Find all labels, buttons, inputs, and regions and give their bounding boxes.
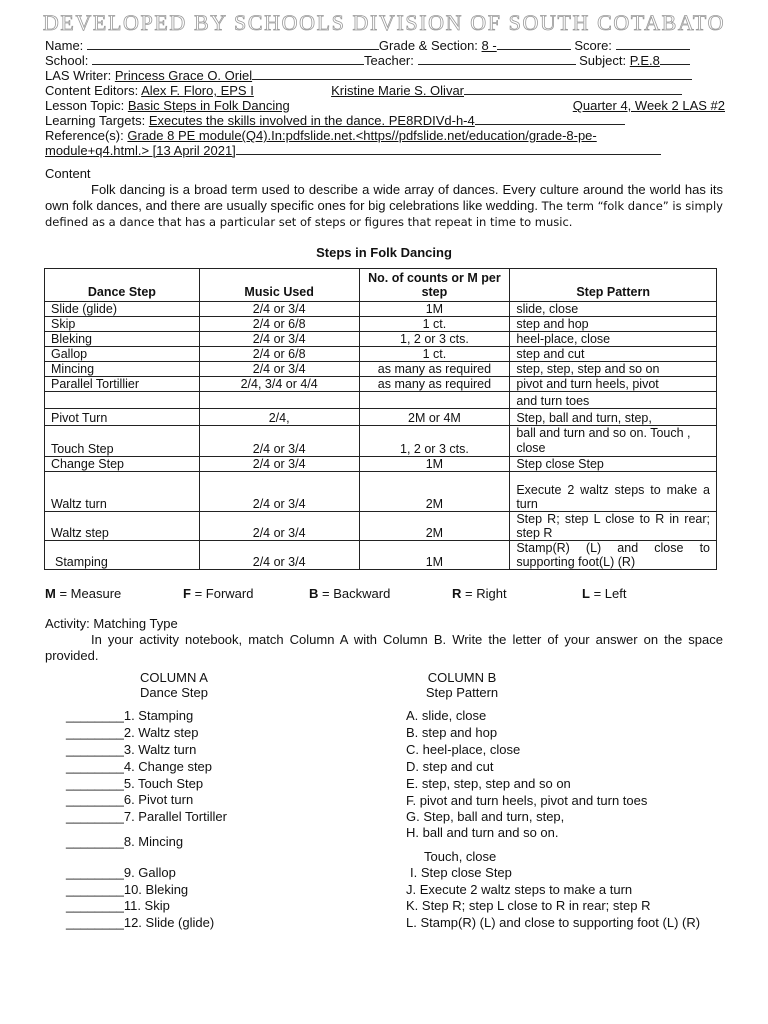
teacher-label: Teacher: [364,53,414,68]
cell-counts: 1, 2 or 3 cts. [359,426,510,457]
table-row [45,377,717,392]
cell-counts: 2M [359,512,510,541]
cell-music: 2/4 or 3/4 [199,472,359,512]
subject-value: P.E.8 [629,53,660,68]
cell-music: 2/4 or 6/8 [199,347,359,362]
legend-key: F [183,586,191,601]
column-b-subtitle: Step Pattern [425,685,499,700]
legend-value: = Forward [194,586,254,601]
school-label: School: [45,53,89,68]
cell-dance-step [45,392,200,409]
cell-dance-step: Parallel Tortillier [45,377,200,392]
column-b-item: L. Stamp(R) (L) and close to supporting foot (L) (R) [406,915,701,930]
column-b-header [400,670,524,700]
column-a-item: ________5. Touch Step [66,776,204,791]
cell-counts: 1M [359,541,510,570]
legend-value: = Measure [59,586,122,601]
editors-line [45,83,725,98]
column-a-item: ________9. Gallop [66,865,176,880]
legend-key: B [309,586,319,601]
column-b-title: COLUMN B [427,670,497,685]
cell-music: 2/4 or 3/4 [199,512,359,541]
grade-value: 8 - [481,38,497,53]
cell-music: 2/4 or 3/4 [199,457,359,472]
editor-2: Kristine Marie S. Olivar [331,83,464,98]
table-row [45,512,717,541]
cell-music [199,392,359,409]
column-a-item: ________7. Parallel Tortiller [66,809,227,824]
targets-blank [475,113,625,125]
column-b-item: Touch, close [424,849,497,864]
writer-value: Princess Grace O. Oriel [114,68,253,83]
legend-key: M [45,586,56,601]
legend-value: = Backward [322,586,391,601]
activity-instructions: In your activity notebook, match Column A with Column B. Write the letter of your answer on the space provided. [45,632,723,663]
subject-blank [660,53,690,65]
cell-dance-step: Touch Step [45,426,200,457]
cell-dance-step: Slide (glide) [45,302,200,317]
legend-left [582,586,626,601]
table-row [45,457,717,472]
table-row [45,409,717,426]
cell-pattern: Step close Step [510,457,717,472]
column-b-item: H. ball and turn and so on. [406,825,559,840]
writer-line [45,68,725,83]
cell-dance-step: Waltz step [45,512,200,541]
legend-forward [183,586,253,601]
cell-dance-step: Pivot Turn [45,409,200,426]
grade-label: Grade & Section: [378,38,478,53]
cell-pattern: step and cut [510,347,717,362]
cell-pattern: and turn toes [510,392,717,409]
quarter-label: Quarter 4, Week 2 LAS #2 [572,98,725,113]
column-b-item: B. step and hop [406,725,498,740]
refs-value-2: module+q4.html.> [13 April 2021] [45,143,236,158]
table-row [45,332,717,347]
refs-line [45,128,725,143]
cell-music: 2/4, [199,409,359,426]
steps-table [44,268,717,570]
column-b-item: E. step, step, step and so on [406,776,571,791]
cell-counts: 2M or 4M [359,409,510,426]
column-a-item: ________11. Skip [66,898,170,913]
cell-dance-step: Stamping [45,541,200,570]
column-b-item: K. Step R; step L close to R in rear; step R [406,898,651,913]
cell-music: 2/4 or 3/4 [199,541,359,570]
cell-counts: 1 ct. [359,317,510,332]
column-b-item: I. Step close Step [410,865,512,880]
cell-counts: 1, 2 or 3 cts. [359,332,510,347]
column-b-item: J. Execute 2 waltz steps to make a turn [406,882,633,897]
legend-key: L [582,586,590,601]
topic-line [45,98,725,113]
editor-1: Alex F. Floro, EPS I [141,83,254,98]
header-step-pattern: Step Pattern [510,269,717,302]
cell-pattern: ball and turn and so on. Touch , close [510,426,717,457]
cell-music: 2/4 or 3/4 [199,426,359,457]
cell-dance-step: Gallop [45,347,200,362]
column-a-item: ________10. Bleking [66,882,189,897]
legend-backward [309,586,390,601]
cell-pattern: step, step, step and so on [510,362,717,377]
column-b-item: G. Step, ball and turn, step, [406,809,565,824]
refs-line-2 [45,143,725,158]
name-line [45,38,725,53]
legend-value: = Left [593,586,627,601]
content-heading: Content [45,166,91,181]
refs-value: Grade 8 PE module(Q4).In:pdfslide.net.<https//pdfslide.net/education/grade-8-pe- [127,128,597,143]
name-label: Name: [45,38,84,53]
cell-dance-step: Mincing [45,362,200,377]
cell-pattern: Step R; step L close to R in rear; step R [510,512,717,541]
writer-blank [252,68,692,80]
score-label: Score: [574,38,612,53]
cell-music: 2/4 or 6/8 [199,317,359,332]
content-text-2: The term “folk dance” is simply defined as a dance that has a particular set of steps or figures that repeat in time to music. [45,199,723,229]
content-text-1: Folk dancing is a broad term used to describe a wide array of dances. Every culture around the world has its own folk dances, and there are usually specific ones for big celebrations like wedding. [45,182,723,213]
column-a-item: ________12. Slide (glide) [66,915,215,930]
column-a-item: ________4. Change step [66,759,213,774]
school-blank [92,53,364,65]
legend-measure [45,586,121,601]
school-line [45,53,725,68]
cell-pattern: Step, ball and turn, step, [510,409,717,426]
cell-counts: as many as required [359,362,510,377]
cell-pattern: Stamp(R) (L) and close to supporting foot(L) (R) [510,541,717,570]
subject-label: Subject: [579,53,627,68]
column-a-item: ________8. Mincing [66,834,184,849]
table-row [45,541,717,570]
column-a-subtitle: Dance Step [140,685,208,700]
cell-pattern: Execute 2 waltz steps to make a turn [510,472,717,512]
header-music-used: Music Used [199,269,359,302]
cell-music: 2/4 or 3/4 [199,332,359,347]
table-row [45,362,717,377]
refs-label: Reference(s): [45,128,124,143]
cell-music: 2/4 or 3/4 [199,362,359,377]
teacher-blank [418,53,576,65]
cell-pattern: step and hop [510,317,717,332]
table-row [45,392,717,409]
editors-label: Content Editors: [45,83,139,98]
table-row [45,317,717,332]
column-b-item: A. slide, close [406,708,487,723]
editors-blank [464,83,682,95]
topic-label: Lesson Topic: [45,98,125,113]
legend-right [452,586,507,601]
cell-dance-step: Bleking [45,332,200,347]
table-title: Steps in Folk Dancing [316,245,452,260]
targets-value: Executes the skills involved in the dance. PE8RDIVd-h-4 [148,113,475,128]
writer-label: LAS Writer: [45,68,112,83]
column-b-item: D. step and cut [406,759,494,774]
header-counts: No. of counts or M per step [359,269,510,302]
column-b-item: C. heel-place, close [406,742,521,757]
header-dance-step: Dance Step [45,269,200,302]
table-row [45,426,717,457]
cell-dance-step: Waltz turn [45,472,200,512]
cell-music: 2/4, 3/4 or 4/4 [199,377,359,392]
cell-counts: as many as required [359,377,510,392]
column-a-item: ________1. Stamping [66,708,194,723]
name-blank [87,38,379,50]
cell-music: 2/4 or 3/4 [199,302,359,317]
table-row [45,347,717,362]
cell-counts: 1M [359,457,510,472]
legend-key: R [452,586,462,601]
table-row [45,302,717,317]
column-a-title: COLUMN A [140,670,208,685]
cell-counts [359,392,510,409]
content-paragraph [45,182,723,230]
column-a-item: ________3. Waltz turn [66,742,197,757]
table-row [45,472,717,512]
targets-line [45,113,725,128]
cell-pattern: heel-place, close [510,332,717,347]
watermark-header: DEVELOPED BY SCHOOLS DIVISION OF SOUTH COTABATO [42,10,726,35]
cell-dance-step: Skip [45,317,200,332]
refs-blank [236,143,661,155]
activity-title: Activity: Matching Type [45,616,178,631]
column-a-header [112,670,236,700]
topic-value: Basic Steps in Folk Dancing [127,98,290,113]
legend-value: = Right [465,586,507,601]
cell-counts: 1M [359,302,510,317]
cell-counts: 2M [359,472,510,512]
grade-blank [497,38,571,50]
cell-pattern: slide, close [510,302,717,317]
cell-dance-step: Change Step [45,457,200,472]
score-blank [616,38,690,50]
cell-pattern: pivot and turn heels, pivot [510,377,717,392]
column-b-item: F. pivot and turn heels, pivot and turn toes [406,793,648,808]
targets-label: Learning Targets: [45,113,146,128]
cell-counts: 1 ct. [359,347,510,362]
column-a-item: ________6. Pivot turn [66,792,194,807]
column-a-item: ________2. Waltz step [66,725,199,740]
